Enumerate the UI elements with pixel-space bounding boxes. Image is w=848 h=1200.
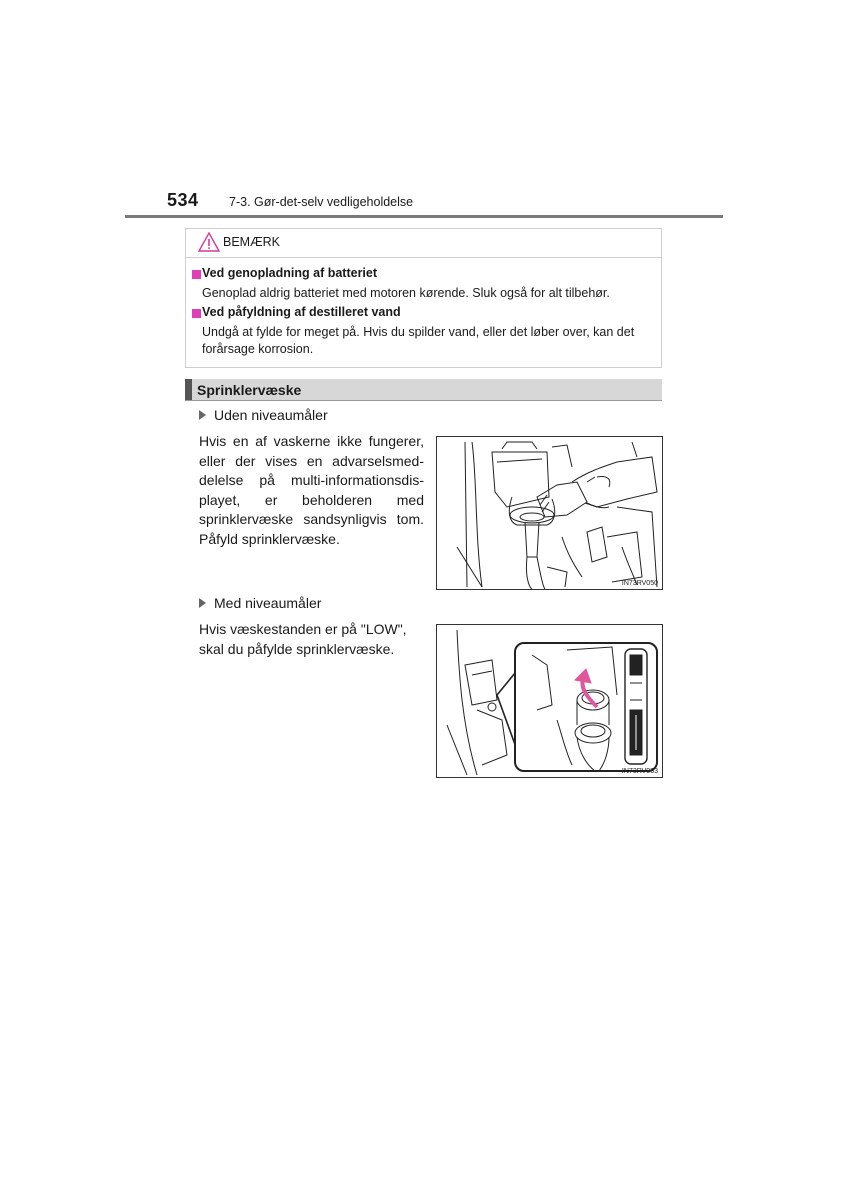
body-paragraph [199, 432, 424, 549]
bullet-square-icon [192, 309, 201, 318]
triangle-bullet-icon [199, 410, 206, 420]
figure-washer-refill [436, 436, 663, 590]
notice-item-title: Ved genopladning af batteriet [202, 266, 378, 280]
text-line: eller der vises en advarselsmed- [199, 452, 424, 469]
text-line: playet, er beholderen med [199, 491, 424, 508]
notice-item-body: Undgå at fylde for meget på. Hvis du spilder vand, eller det løber over, kan det forårsage korrosion. [202, 325, 635, 356]
section-header [185, 379, 662, 401]
bullet-square-icon [192, 270, 201, 279]
header-rule [125, 215, 723, 218]
level-gauge-illustration [437, 625, 662, 777]
text-line: delelse på multi-informationsdis- [199, 472, 424, 488]
notice-label: BEMÆRK [223, 235, 280, 249]
subsection-heading: Med niveaumåler [199, 595, 321, 611]
text-line: Påfyld sprinklervæske. [199, 530, 340, 547]
body-paragraph [199, 620, 424, 659]
notice-item-body: Genoplad aldrig batteriet med motoren kørende. Sluk også for alt tilbehør. [202, 286, 610, 300]
figure-code: IN73RV033 [621, 768, 658, 775]
notice-box [185, 228, 662, 368]
chapter-title: 7-3. Gør-det-selv vedligeholdelse [229, 195, 414, 209]
triangle-bullet-icon [199, 598, 206, 608]
subsection-heading: Uden niveaumåler [199, 407, 328, 423]
text-line: skal du påfylde sprinklervæske. [199, 640, 395, 657]
text-line: Hvis en af vaskerne ikke fungerer, [199, 433, 424, 449]
figure-level-gauge [436, 624, 663, 778]
page-number: 534 [167, 190, 199, 210]
text-line: sprinklervæske sandsynligvis tom. [199, 511, 424, 527]
notice-item-title: Ved påfyldning af destilleret vand [202, 305, 401, 319]
warning-icon [198, 232, 220, 252]
text-line: Hvis væskestanden er på "LOW", [199, 621, 407, 637]
section-title: Sprinklervæske [197, 382, 302, 398]
washer-refill-illustration [437, 437, 662, 589]
notice-header [186, 229, 661, 258]
figure-code: IN73RV050 [621, 580, 658, 587]
